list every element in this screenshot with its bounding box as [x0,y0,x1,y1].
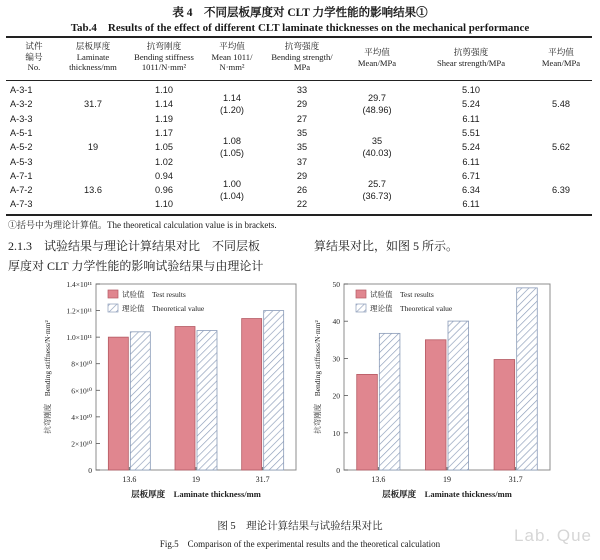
strength-mean: 25.7 [368,179,386,190]
table-header-cell: 平均值 Mean 1011/ N·mm² [211,41,253,72]
bending-stiffness-value: 1.14 [155,99,173,110]
strength-mean: 35 [371,136,383,147]
specimen-id: A-5-3 [10,156,33,167]
y-axis-label: 抗弯刚度 Bending stiffness/N·mm² [43,320,52,434]
laminate-thickness: 19 [87,142,99,153]
bending-strength-value: 35 [296,142,308,153]
stiffness-theory: (1.04) [219,191,244,202]
table-header-cell: 抗弯刚度 Bending stiffness 1011/N·mm² [134,41,194,72]
shear-strength-value: 5.10 [462,85,480,95]
paragraph-line: 厚度对 CLT 力学性能的影响试验结果与由理论计 [8,259,264,273]
table-title-en: Tab.4 Results of the effect of different CLT laminate thicknesses on the mechanical performance [70,22,530,34]
figure-5-charts [0,272,600,516]
strength-mean: 29.7 [368,93,386,104]
specimen-id: A-7-3 [10,199,33,210]
strength-theory: (48.96) [362,105,392,116]
section-heading-line: 2.1.3 试验结果与理论计算结果对比 不同层板 [8,239,261,253]
bending-stiffness-value: 1.10 [155,199,173,210]
y-axis-label: 抗弯刚度 Bending stiffness/N·mm² [313,320,322,434]
bending-stiffness-value: 1.17 [155,127,173,138]
y-tick-label: 1.2×10¹¹ [66,306,92,316]
bending-strength-value: 22 [296,199,308,210]
y-tick-label: 4×10¹⁰ [71,412,92,422]
chart-bending-stiffness [42,280,296,499]
shear-mean: 5.48 [552,99,570,110]
figure-caption-en: Fig.5 Comparison of the experimental results and the theoretical calculation [159,539,441,549]
x-tick-label: 31.7 [255,475,270,484]
bending-stiffness-value: 1.10 [155,85,173,95]
bending-strength-value: 29 [296,99,308,110]
x-tick-label: 19 [192,475,200,484]
shear-strength-value: 6.11 [462,113,480,124]
bar-test-result [494,360,515,470]
bending-stiffness-value: 1.05 [155,142,173,153]
shear-strength-value: 6.11 [462,156,480,167]
legend-swatch-theory [356,304,366,312]
laminate-thickness: 31.7 [84,99,102,110]
bar-theoretical-value [130,332,150,470]
shear-mean: 6.39 [552,185,570,196]
y-tick-label: 8×10¹⁰ [71,359,92,369]
bending-stiffness-value: 1.02 [155,156,173,167]
bending-strength-value: 33 [296,85,308,95]
table-header-rule [6,80,592,81]
specimen-id: A-3-1 [10,85,33,95]
shear-strength-value: 6.71 [462,170,480,181]
y-tick-label: 0 [336,466,340,475]
bar-theoretical-value [448,321,469,470]
laminate-thickness: 13.6 [84,185,102,196]
shear-mean: 5.62 [552,142,570,153]
bending-strength-value: 27 [296,113,308,124]
shear-strength-value: 6.34 [462,185,480,196]
legend-label-theory: 理论值 Theoretical value [370,304,453,313]
specimen-id: A-5-1 [10,127,33,138]
bar-test-result [175,327,195,470]
figure-caption-cn: 图 5 理论计算结果与试验结果对比 [217,521,383,532]
x-tick-label: 19 [443,475,451,484]
y-tick-label: 50 [332,280,340,289]
x-axis-label: 层板厚度 Laminate thickness/mm [382,489,512,499]
y-tick-label: 0 [88,466,92,475]
stiffness-mean: 1.14 [223,93,241,104]
y-tick-label: 1.0×10¹¹ [66,333,92,343]
stiffness-theory: (1.20) [219,105,244,116]
table-footnote: ①括号中为理论计算值。The theoretical calculation value is in brackets. [8,220,277,230]
table-header-cell: 抗弯强度 Bending strength/ MPa [271,41,333,72]
legend-label-test: 试验值 Test results [122,290,186,299]
shear-strength-value: 5.24 [462,99,480,110]
bar-theoretical-value [517,288,538,470]
specimen-id: A-3-3 [10,113,33,124]
specimen-id: A-7-1 [10,170,33,181]
table-header-cell: 平均值 Mean/MPa [357,47,397,68]
specimen-id: A-7-2 [10,185,33,196]
legend-label-theory: 理论值 Theoretical value [122,304,205,313]
bending-strength-value: 35 [296,127,308,138]
bending-stiffness-value: 0.94 [155,170,173,181]
bar-test-result [242,319,262,470]
bar-theoretical-value [197,331,217,471]
stiffness-mean: 1.08 [223,136,241,147]
table-title-cn: 表 4 不同层板厚度对 CLT 力学性能的影响结果① [172,7,428,19]
y-tick-label: 10 [332,428,340,438]
bending-stiffness-value: 1.19 [155,113,173,124]
y-tick-label: 20 [332,391,340,401]
paragraph-right-line: 算结果对比，如图 5 所示。 [314,239,459,253]
x-tick-label: 13.6 [122,475,137,484]
bar-theoretical-value [264,311,284,470]
watermark: Lab. Que [514,526,592,545]
legend-swatch-theory [108,304,118,312]
x-tick-label: 13.6 [371,475,386,484]
shear-strength-value: 6.11 [462,199,480,210]
bar-test-result [357,374,378,470]
table-header-cell: 试件 编号 No. [25,41,43,72]
stiffness-theory: (1.05) [219,148,244,159]
y-tick-label: 1.4×10¹¹ [66,280,92,289]
y-tick-label: 6×10¹⁰ [71,386,92,396]
x-tick-label: 31.7 [508,475,523,484]
legend-swatch-test [356,290,366,298]
shear-strength-value: 5.51 [462,127,480,138]
table-top-rule [6,36,592,38]
table-header-cell: 抗剪强度 Shear strength/MPa [436,47,506,68]
y-tick-label: 30 [332,354,340,364]
table-bottom-rule [6,214,592,216]
bending-stiffness-value: 0.96 [155,185,173,196]
legend-label-test: 试验值 Test results [370,290,434,299]
table-header-cell: 层板厚度 Laminate thickness/mm [69,41,117,72]
strength-theory: (40.03) [362,148,392,159]
table-header-cell: 平均值 Mean/MPa [541,47,581,68]
chart-bending-strength [312,280,550,499]
specimen-id: A-5-2 [10,142,33,153]
bending-strength-value: 26 [296,185,308,196]
shear-strength-value: 5.24 [462,142,480,153]
bar-test-result [108,337,128,470]
bar-theoretical-value [379,333,400,470]
y-tick-label: 40 [332,317,340,327]
strength-theory: (36.73) [362,191,392,202]
y-tick-label: 2×10¹⁰ [71,439,92,449]
bending-strength-value: 29 [296,170,308,181]
x-axis-label: 层板厚度 Laminate thickness/mm [131,489,261,499]
legend-swatch-test [108,290,118,298]
bending-strength-value: 37 [296,156,308,167]
stiffness-mean: 1.00 [223,179,241,190]
specimen-id: A-3-2 [10,99,33,110]
bar-test-result [425,340,446,470]
